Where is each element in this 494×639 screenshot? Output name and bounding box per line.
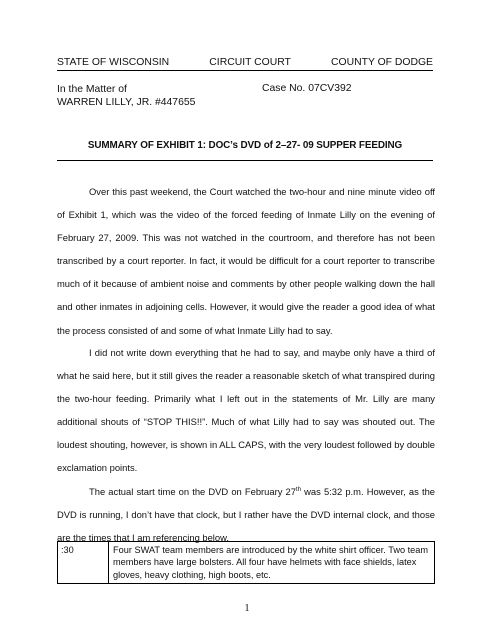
matter-line-1: In the Matter of (57, 84, 127, 95)
table-row (58, 542, 435, 584)
timeline-table (57, 541, 435, 584)
paragraph-3-text-before: The actual start time on the DVD on February 27 (89, 486, 296, 498)
court-header (57, 57, 433, 68)
timestamp-cell: :30 (58, 542, 109, 584)
page-number: 1 (244, 603, 250, 614)
paragraph-2 (57, 341, 435, 480)
document-title: SUMMARY OF EXHIBIT 1: DOC’s DVD of 2–27- 09 SUPPER FEEDING (87, 140, 403, 151)
paragraph-3 (57, 479, 435, 549)
county-label: COUNTY OF DODGE (331, 57, 433, 68)
state-label: STATE OF WISCONSIN (57, 57, 170, 68)
ordinal-suffix: th (295, 487, 301, 493)
paragraph-3-text-after: was 5:32 p.m. However, as the DVD is running, I don’t have that clock, but I rather have the DVD internal clock, and those are the times that I am referencing below. (57, 486, 435, 544)
description-cell: Four SWAT team members are introduced by the white shirt officer. Two team members have large bolsters. All four have helmets with face shields, latex gloves, heavy clothing, high boots, etc. (109, 542, 435, 584)
header-rule (57, 70, 433, 71)
paragraph-2-text: I did not write down everything that he had to say, and maybe only have a third of what he said here, but it still gives the reader a reasonable sketch of what transpired during the two-hour feeding. Primarily what I left out in the statements of Mr. Lilly are many additional shouts of “STOP THIS!!”. Much of what Lilly had to say was shouted out. The loudest shouting, however, is shown in ALL CAPS, with the very loudest followed by double exclamation points. (57, 347, 435, 474)
case-number: Case No. 07CV392 (262, 83, 352, 94)
court-label: CIRCUIT COURT (209, 57, 291, 68)
paragraph-1 (57, 180, 435, 342)
case-caption (57, 83, 195, 109)
title-rule (57, 160, 433, 161)
matter-line-2: WARREN LILLY, JR. #447655 (57, 97, 196, 108)
paragraph-1-text: Over this past weekend, the Court watched the two-hour and nine minute video off of Exhibit 1, which was the video of the forced feeding of Inmate Lilly on the evening of February 27, 2009. This was not watched in the courtroom, and therefore has not been transcribed by a court reporter. In fact, it would be difficult for a court reporter to transcribe much of it because of ambient noise and comments by other people walking down the hall and other inmates in adjoining cells. However, it would give the reader a good idea of what the process consisted of and some of what Inmate Lilly had to say. (57, 186, 435, 336)
